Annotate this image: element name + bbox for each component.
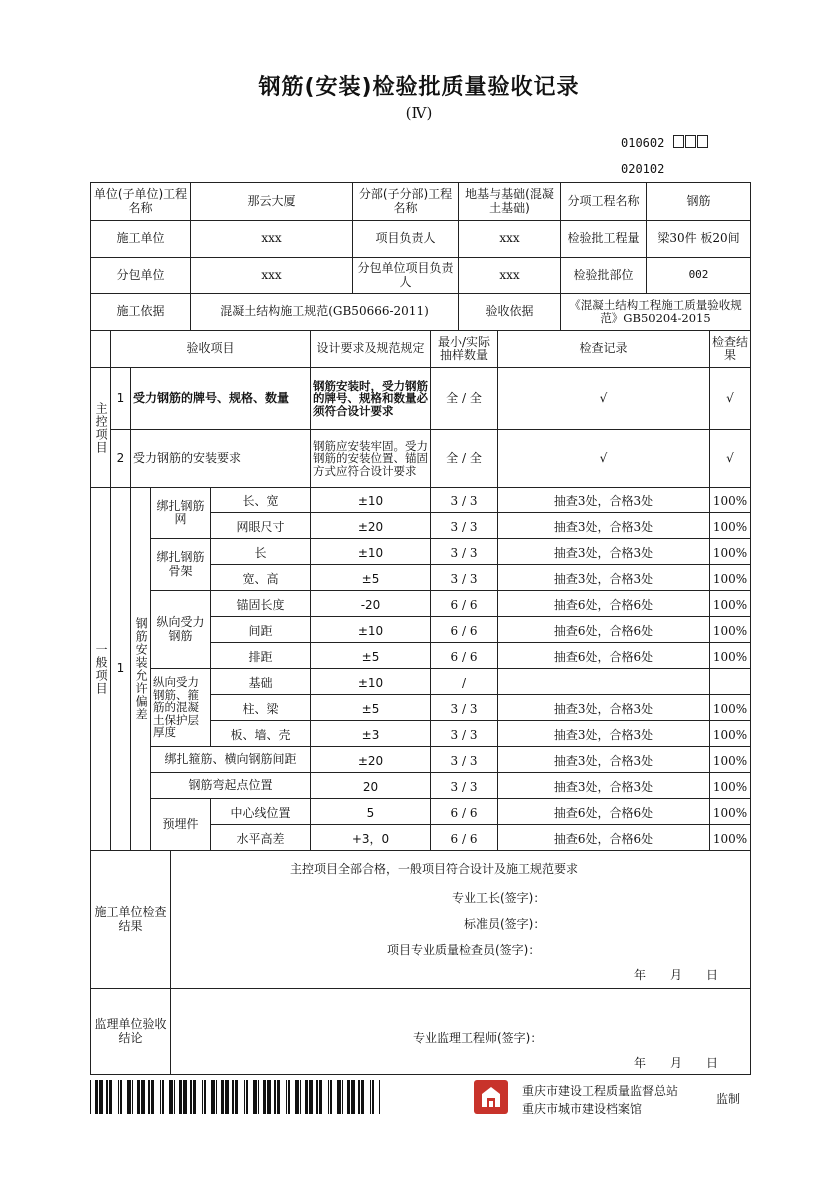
project-manager-value: xxx bbox=[499, 231, 520, 246]
contractor-label: 施工单位 bbox=[116, 231, 165, 246]
barcode-bar bbox=[211, 1080, 215, 1114]
barcode-bar bbox=[90, 1080, 91, 1114]
barcode-bar bbox=[267, 1080, 271, 1114]
unit-name-label: 单位(子单位)工程名称 bbox=[93, 187, 188, 215]
barcode-bar bbox=[174, 1080, 175, 1114]
item-name-label: 分项工程名称 bbox=[567, 193, 640, 208]
supervision-logo-icon bbox=[474, 1080, 508, 1114]
general-row-11-design: ±20 bbox=[357, 753, 384, 768]
barcode-bar bbox=[316, 1080, 318, 1114]
inspector-signature: 项目专业质量检查员(签字)： bbox=[387, 943, 541, 957]
barcode-bar bbox=[246, 1080, 248, 1114]
project-manager-label: 项目负责人 bbox=[375, 231, 436, 246]
general-row-3-record: 抽查3处，合格3处 bbox=[553, 545, 654, 560]
general-row-10-record: 抽查3处，合格3处 bbox=[553, 727, 654, 742]
main-row-1-no: 1 bbox=[116, 390, 125, 405]
org-quality-station: 重庆市建设工程质量监督总站 bbox=[522, 1084, 679, 1098]
general-label: 一般项目 bbox=[94, 643, 109, 695]
barcode-bar bbox=[132, 1080, 133, 1114]
general-row-13-result: 100% bbox=[712, 805, 748, 820]
barcode bbox=[90, 1080, 380, 1114]
main-row-1-record: √ bbox=[599, 390, 608, 405]
main-control-label: 主控项目 bbox=[94, 401, 109, 454]
general-group-label: 钢筋安装允许偏差 bbox=[134, 617, 149, 721]
barcode-bar bbox=[295, 1080, 299, 1114]
barcode-bar bbox=[151, 1080, 154, 1114]
group-cover-thickness: 纵向受力钢筋、箍筋的混凝土保护层厚度 bbox=[153, 674, 199, 740]
batch-part-value: 002 bbox=[688, 268, 709, 282]
barcode-bar bbox=[204, 1080, 206, 1114]
group-embedded: 预埋件 bbox=[162, 816, 199, 831]
general-row-1-sample: 3 / 3 bbox=[450, 493, 478, 508]
general-row-13-design: 5 bbox=[366, 805, 375, 820]
main-row-2-design: 钢筋应安装牢固。受力钢筋的安装位置、锚固方式应符合设计要求 bbox=[313, 438, 428, 478]
foreman-signature: 专业工长(签字)： bbox=[452, 891, 546, 905]
barcode-bar bbox=[288, 1080, 290, 1114]
general-row-2-result: 100% bbox=[712, 519, 748, 534]
general-row-7-design: ±5 bbox=[361, 649, 380, 664]
construction-date: 年 月 日 bbox=[634, 968, 725, 982]
general-row-1-result: 100% bbox=[712, 493, 748, 508]
barcode-bar bbox=[253, 1080, 257, 1114]
general-row-5-result: 100% bbox=[712, 597, 748, 612]
barcode-bar bbox=[120, 1080, 122, 1114]
main-row-1-design: 钢筋安装时，受力钢筋的牌号、规格和数量必须符合设计要求 bbox=[313, 378, 428, 418]
barcode-bar bbox=[216, 1080, 217, 1114]
main-row-2-item: 受力钢筋的安装要求 bbox=[133, 450, 242, 465]
barcode-bar bbox=[370, 1080, 371, 1114]
general-row-10-design: ±3 bbox=[361, 727, 380, 742]
general-row-7-item: 排距 bbox=[248, 649, 273, 664]
supervision-label: 监理单位验收结论 bbox=[94, 1017, 167, 1045]
main-row-2-result: √ bbox=[726, 450, 734, 465]
group-stirrup-spacing: 绑扎箍筋、横向钢筋间距 bbox=[164, 751, 297, 766]
barcode-bar bbox=[342, 1080, 343, 1114]
general-row-14-sample: 6 / 6 bbox=[450, 831, 478, 846]
general-row-5-sample: 6 / 6 bbox=[450, 597, 478, 612]
division-value: 地基与基础(混凝土基础) bbox=[465, 187, 554, 215]
general-row-8-result bbox=[710, 671, 750, 696]
general-row-8-design: ±10 bbox=[357, 675, 384, 690]
barcode-bar bbox=[99, 1080, 103, 1114]
barcode-bar bbox=[235, 1080, 238, 1114]
general-row-6-sample: 6 / 6 bbox=[450, 623, 478, 638]
general-row-1-record: 抽查3处，合格3处 bbox=[553, 493, 654, 508]
barcode-bar bbox=[309, 1080, 313, 1114]
barcode-bar bbox=[95, 1080, 98, 1114]
barcode-bar bbox=[179, 1080, 182, 1114]
batch-quantity-value: 梁30件 板20间 bbox=[657, 231, 740, 246]
division-label: 分部(子分部)工程名称 bbox=[358, 187, 453, 215]
barcode-bar bbox=[160, 1080, 161, 1114]
barcode-bar bbox=[137, 1080, 140, 1114]
general-row-9-design: ±5 bbox=[361, 701, 380, 716]
general-row-10-item: 板、墙、壳 bbox=[230, 727, 291, 742]
barcode-bar bbox=[319, 1080, 322, 1114]
general-row-6-item: 间距 bbox=[248, 623, 273, 638]
general-row-3-item: 长 bbox=[254, 545, 267, 560]
barcode-bar bbox=[379, 1080, 380, 1114]
main-row-1-item: 受力钢筋的牌号、规格、数量 bbox=[133, 390, 290, 405]
general-row-6-record: 抽查6处，合格6处 bbox=[553, 623, 654, 638]
general-row-14-design: +3，0 bbox=[351, 831, 390, 846]
general-row-8-record bbox=[498, 671, 709, 696]
general-row-2-sample: 3 / 3 bbox=[450, 519, 478, 534]
barcode-bar bbox=[232, 1080, 234, 1114]
barcode-bar bbox=[141, 1080, 145, 1114]
general-no: 1 bbox=[116, 661, 125, 676]
item-name-value: 钢筋 bbox=[686, 193, 711, 208]
general-row-5-record: 抽查6处，合格6处 bbox=[553, 597, 654, 612]
general-row-14-item: 水平高差 bbox=[236, 831, 285, 846]
supervised-by: 监制 bbox=[716, 1092, 741, 1106]
page-title: 钢筋(安装)检验批质量验收记录 bbox=[258, 75, 580, 100]
barcode-bar bbox=[202, 1080, 203, 1114]
general-row-11-result: 100% bbox=[712, 753, 748, 768]
barcode-bar bbox=[106, 1080, 108, 1114]
general-row-12-result: 100% bbox=[712, 779, 748, 794]
general-row-11-record: 抽查3处，合格3处 bbox=[553, 753, 654, 768]
general-row-8-sample: / bbox=[461, 675, 467, 690]
general-row-5-design: -20 bbox=[360, 597, 381, 612]
header-sample: 最小/实际抽样数量 bbox=[437, 334, 491, 362]
general-row-12-record: 抽查3处，合格3处 bbox=[553, 779, 654, 794]
sub-manager-label: 分包单位项目负责人 bbox=[357, 261, 454, 289]
barcode-bar bbox=[277, 1080, 280, 1114]
barcode-bar bbox=[244, 1080, 245, 1114]
general-row-4-sample: 3 / 3 bbox=[450, 571, 478, 586]
general-row-3-design: ±10 bbox=[357, 545, 384, 560]
org-archive: 重庆市城市建设档案馆 bbox=[522, 1102, 643, 1116]
acceptance-basis-value: 《混凝土结构工程施工质量验收规范》GB50204-2015 bbox=[569, 298, 742, 325]
general-row-2-design: ±20 bbox=[357, 519, 384, 534]
general-row-6-result: 100% bbox=[712, 623, 748, 638]
acceptance-basis-label: 验收依据 bbox=[485, 304, 534, 319]
subcontractor-value: xxx bbox=[261, 267, 282, 282]
general-row-10-sample: 3 / 3 bbox=[450, 727, 478, 742]
main-row-2-no: 2 bbox=[116, 450, 125, 465]
group-longitudinal: 纵向受力钢筋 bbox=[156, 615, 205, 643]
header-item: 验收项目 bbox=[186, 341, 235, 356]
general-row-5-item: 锚固长度 bbox=[236, 597, 285, 612]
barcode-bar bbox=[118, 1080, 119, 1114]
standard-signature: 标准员(签字)： bbox=[464, 917, 546, 931]
barcode-bar bbox=[221, 1080, 224, 1114]
group-bend-point: 钢筋弯起点位置 bbox=[188, 777, 273, 792]
main-row-2-record: √ bbox=[599, 450, 608, 465]
subcontractor-label: 分包单位 bbox=[116, 267, 165, 282]
record-code-1-value: 010602 bbox=[621, 136, 665, 150]
barcode-bar bbox=[183, 1080, 187, 1114]
header-record: 检查记录 bbox=[579, 341, 628, 356]
general-row-4-item: 宽、高 bbox=[242, 571, 279, 586]
group-tied-frame: 绑扎钢筋骨架 bbox=[156, 550, 205, 578]
main-row-1-result: √ bbox=[726, 390, 734, 405]
general-row-7-record: 抽查6处，合格6处 bbox=[553, 649, 654, 664]
general-row-3-sample: 3 / 3 bbox=[450, 545, 478, 560]
barcode-bar bbox=[263, 1080, 266, 1114]
barcode-bar bbox=[193, 1080, 196, 1114]
barcode-bar bbox=[286, 1080, 287, 1114]
basis-label: 施工依据 bbox=[116, 304, 165, 319]
general-row-4-design: ±5 bbox=[361, 571, 380, 586]
barcode-bar bbox=[305, 1080, 308, 1114]
barcode-bar bbox=[274, 1080, 276, 1114]
general-row-3-result: 100% bbox=[712, 545, 748, 560]
header-design: 设计要求及规范规定 bbox=[316, 341, 425, 356]
supervision-date: 年 月 日 bbox=[634, 1056, 725, 1070]
general-row-14-record: 抽查6处，合格6处 bbox=[553, 831, 654, 846]
general-row-9-sample: 3 / 3 bbox=[450, 701, 478, 716]
record-code-2: 020102 bbox=[621, 162, 665, 176]
barcode-bar bbox=[358, 1080, 360, 1114]
general-row-2-record: 抽查3处，合格3处 bbox=[553, 519, 654, 534]
contractor-value: xxx bbox=[261, 231, 282, 246]
general-row-2-item: 网眼尺寸 bbox=[236, 519, 285, 534]
general-row-10-result: 100% bbox=[712, 727, 748, 742]
general-row-1-design: ±10 bbox=[357, 493, 384, 508]
barcode-bar bbox=[169, 1080, 173, 1114]
barcode-bar bbox=[148, 1080, 150, 1114]
general-row-4-record: 抽查3处，合格3处 bbox=[553, 571, 654, 586]
barcode-bar bbox=[109, 1080, 112, 1114]
group-tied-mesh: 绑扎钢筋网 bbox=[156, 498, 205, 526]
construction-check-label: 施工单位检查结果 bbox=[94, 905, 167, 933]
general-row-9-item: 柱、梁 bbox=[242, 701, 279, 716]
sub-manager-value: xxx bbox=[499, 267, 520, 282]
barcode-bar bbox=[190, 1080, 192, 1114]
barcode-bar bbox=[127, 1080, 131, 1114]
batch-part-label: 检验批部位 bbox=[573, 267, 634, 282]
general-row-6-design: ±10 bbox=[357, 623, 384, 638]
barcode-bar bbox=[337, 1080, 341, 1114]
general-row-13-sample: 6 / 6 bbox=[450, 805, 478, 820]
barcode-bar bbox=[351, 1080, 355, 1114]
general-row-7-sample: 6 / 6 bbox=[450, 649, 478, 664]
header-result: 检查结果 bbox=[712, 334, 749, 362]
general-row-7-result: 100% bbox=[712, 649, 748, 664]
supervisor-signature: 专业监理工程师(签字)： bbox=[413, 1031, 543, 1045]
barcode-bar bbox=[162, 1080, 164, 1114]
general-row-14-result: 100% bbox=[712, 831, 748, 846]
general-row-8-item: 基础 bbox=[248, 675, 273, 690]
barcode-bar bbox=[328, 1080, 329, 1114]
page-subtitle: (Ⅳ) bbox=[405, 104, 433, 122]
batch-quantity-label: 检验批工程量 bbox=[567, 231, 640, 246]
general-row-12-sample: 3 / 3 bbox=[450, 779, 478, 794]
general-row-4-result: 100% bbox=[712, 571, 748, 586]
barcode-bar bbox=[225, 1080, 229, 1114]
main-row-2-sample: 全 / 全 bbox=[446, 450, 482, 465]
general-row-11-sample: 3 / 3 bbox=[450, 753, 478, 768]
barcode-bar bbox=[361, 1080, 364, 1114]
barcode-bar bbox=[300, 1080, 301, 1114]
barcode-bar bbox=[347, 1080, 350, 1114]
general-row-1-item: 长、宽 bbox=[242, 493, 279, 508]
barcode-bar bbox=[372, 1080, 374, 1114]
construction-conclusion: 主控项目全部合格，一般项目符合设计及施工规范要求 bbox=[290, 862, 579, 876]
barcode-bar bbox=[330, 1080, 332, 1114]
barcode-bar bbox=[258, 1080, 259, 1114]
general-row-13-record: 抽查6处，合格6处 bbox=[553, 805, 654, 820]
basis-value: 混凝土结构施工规范(GB50666-2011) bbox=[220, 304, 429, 319]
general-row-12-design: 20 bbox=[362, 779, 379, 794]
unit-name-value: 那云大厦 bbox=[247, 193, 296, 208]
general-row-9-result: 100% bbox=[712, 701, 748, 716]
general-row-13-item: 中心线位置 bbox=[230, 805, 291, 820]
general-row-9-record: 抽查3处，合格3处 bbox=[553, 701, 654, 716]
main-row-1-sample: 全 / 全 bbox=[446, 390, 482, 405]
